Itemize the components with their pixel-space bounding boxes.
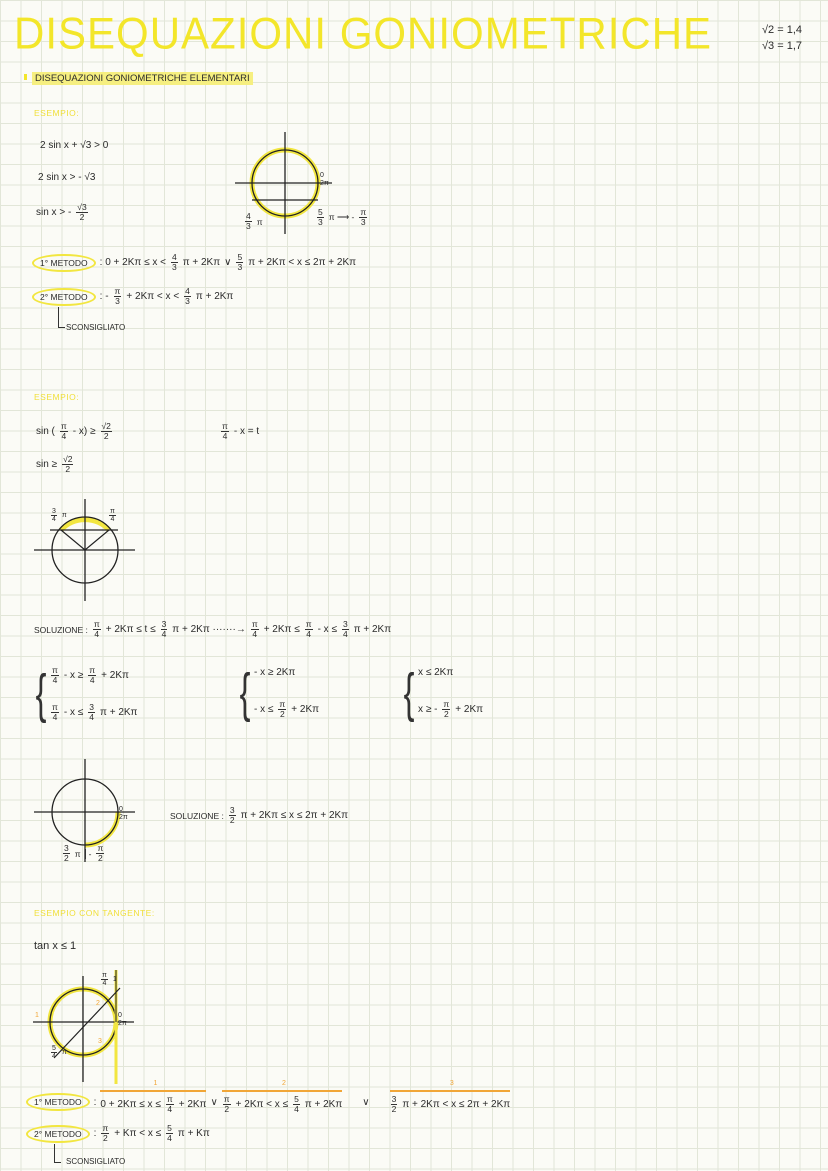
system-2: { - x ≥ 2Kπ - x ≤ $\frac{\pi}{2}$ + 2Kπ [239,663,320,723]
fraction: $\frac{5}{3}$ [237,252,243,272]
solution-label: SOLUZIONE : [34,624,88,635]
constants [762,22,802,54]
math-text: : 0 + 2Kπ ≤ x < [99,257,166,268]
math-text: π + 2Kπ ≤ x ≤ 2π + 2Kπ [240,810,349,821]
fraction: $\frac{3}{2}$ [229,805,235,825]
fraction: $\frac{3}{4}$ [89,702,95,722]
math-text: π + 2Kπ [195,291,234,302]
method-2-label: 2° METODO [32,288,96,306]
system-1: { $\frac{\pi}{4}$ - x ≥ $\frac{\pi}{4}$ + 2Kπ $\frac{\pi}{4}$ - x ≤ $\frac{3}{4}$ π + 2Kπ [35,664,138,724]
angle-label-pi-4: $\frac{\pi}{4}$ 1 [102,972,117,987]
math-text: : [93,1128,97,1139]
fraction: $\frac{\pi}{4}$ [93,619,100,639]
fraction: $\frac{\pi}{4}$ [60,421,67,441]
fraction: $\frac{\pi}{4}$ [222,421,228,441]
fraction: $\frac{\pi}{2}$ [102,1123,109,1143]
math-text: x ≥ - [418,704,438,715]
page-title: DISEQUAZIONI GONIOMETRICHE [14,8,713,59]
angle-label-pi-4: $\frac{\pi}{4}$ [110,508,115,523]
fraction: $\frac{5}{4}$ [167,1123,172,1143]
math-text: + 2Kπ [178,1099,207,1110]
math-text: sin ≥ [36,459,58,470]
arrow-connector [54,1144,61,1163]
math-text: - x ≤ [254,704,274,715]
method-1-line: 1° METODO : 1 0 + 2Kπ ≤ x ≤ $\frac{\pi}{4}$ + 2Kπ ∨ 2 $\frac{\pi}{2}$ + 2Kπ < x ≤ $\frac{5}{4}$ π + 2Kπ ∨ 3 $\frac{3}{2}$ π + 2Kπ < x ≤ 2π + 2Kπ [26,1090,510,1114]
interval-1: 1 0 + 2Kπ ≤ x ≤ $\frac{\pi}{4}$ + 2Kπ [100,1080,207,1114]
solution-line: SOLUZIONE : $\frac{3}{2}$ π + 2Kπ ≤ x ≤ 2π + 2Kπ [170,805,349,825]
arc-label-3: 3 [98,1038,102,1045]
example-label: ESEMPIO CON TANGENTE: [34,908,155,918]
math-line [36,203,89,222]
math-text: - x) ≥ [72,426,96,437]
method-1-line [32,253,356,272]
math-text: π + 2Kπ < x ≤ 2π + 2Kπ [402,1099,511,1110]
fraction: $\frac{√3}{2}$ [77,202,87,222]
math-text: π + 2Kπ [182,257,221,268]
fraction: $\frac{\pi}{4}$ [52,702,58,722]
method-2-label: 2° METODO [26,1125,90,1143]
fraction: $\frac{\pi}{4}$ [52,665,58,685]
math-line [40,140,108,151]
math-text: : - [99,291,109,302]
angle-label-5-4-pi: $\frac{5}{4}$ π [52,1045,67,1060]
math-text: ∨ [224,257,232,268]
fraction: $\frac{5}{4}$ [294,1094,299,1114]
fraction: $\frac{3}{4}$ [342,619,348,639]
fraction: $\frac{\pi}{4}$ [251,619,258,639]
interval-3: 3 $\frac{3}{2}$ π + 2Kπ < x ≤ 2π + 2Kπ [391,1080,511,1114]
fraction: $\frac{4}{3}$ [185,286,190,306]
math-text: - x = t [233,426,260,437]
angle-label-zero: 0 2π [118,1012,127,1027]
math-text: - x ≥ [63,670,84,681]
math-text: π + 2Kπ [100,707,138,718]
math-text: π + 2Kπ ·······→ [172,624,246,635]
math-text: sin x > - [36,207,72,218]
fraction: $\frac{\pi}{2}$ [279,699,286,719]
sqrt3-value: √3 = 1,7 [762,40,802,52]
angle-label-4-3-pi: $\frac{4}{3}$ π [246,211,263,231]
angle-label-zero: 0 2π [119,806,128,821]
math-line [38,172,95,183]
unit-circle-diagram [30,495,140,605]
math-text: + 2Kπ ≤ t ≤ [105,624,156,635]
math-text: + 2Kπ < x < [126,291,180,302]
fraction: $\frac{\pi}{4}$ [166,1094,173,1114]
method-2-line [26,1124,210,1143]
arc-label-2: 2 [96,1000,100,1007]
interval-2: 2 $\frac{\pi}{2}$ + 2Kπ < x ≤ $\frac{5}{4}$ π + 2Kπ [223,1080,343,1114]
note-discouraged: SCONSIGLIATO [66,1157,126,1166]
fraction: $\frac{4}{3}$ [171,252,177,272]
math-line [36,455,74,474]
math-text: π + Kπ [177,1128,210,1139]
system-3: { x ≤ 2Kπ x ≥ - $\frac{\pi}{2}$ + 2Kπ [403,663,484,723]
angle-label-zero: 0 2π [320,172,329,187]
math-text: - x ≤ [63,707,84,718]
math-line [34,940,76,952]
math-text: + 2Kπ ≤ [263,624,300,635]
math-text: 0 + 2Kπ ≤ x ≤ [100,1099,161,1110]
math-text: 2 sin x > - √3 [38,172,96,183]
math-text: π + 2Kπ [353,624,392,635]
fraction: $\frac{3}{4}$ [161,619,167,639]
math-text: + 2Kπ [455,704,484,715]
fraction: $\frac{√2}{2}$ [63,454,73,474]
substitution [220,422,259,441]
arc-label-1: 1 [35,1012,39,1019]
method-2-line [32,287,233,306]
math-text: sin ( [36,426,55,437]
section-heading: DISEQUAZIONI GONIOMETRICHE ELEMENTARI [32,72,253,85]
fraction: $\frac{\pi}{4}$ [89,665,96,685]
math-text: - x ≥ 2Kπ [254,667,296,678]
bullet-icon [24,74,27,80]
math-text: + 2Kπ [291,704,320,715]
method-1-label: 1° METODO [32,254,96,272]
math-text: x ≤ 2Kπ [418,667,454,678]
math-text: 2 sin x + √3 > 0 [40,140,109,151]
math-text: π + 2Kπ < x ≤ 2π + 2Kπ [248,257,357,268]
math-text: + 2Kπ < x ≤ [235,1099,289,1110]
arrow-connector [58,307,65,328]
math-line [36,422,113,441]
angle-label-5-3-pi: $\frac{5}{3}$ π ⟶ - $\frac{\pi}{3}$ [318,207,367,227]
math-text: + Kπ < x ≤ [114,1128,162,1139]
angle-label-3-2-pi: $\frac{3}{2}$ π - $\frac{\pi}{2}$ [64,843,104,863]
note-discouraged: SCONSIGLIATO [66,323,126,332]
sqrt2-value: √2 = 1,4 [762,24,802,36]
fraction: $\frac{3}{2}$ [391,1094,397,1114]
math-text: + 2Kπ [101,670,129,681]
fraction: $\frac{\pi}{2}$ [443,699,450,719]
fraction: $\frac{√2}{2}$ [101,421,111,441]
fraction: $\frac{\pi}{4}$ [305,619,312,639]
angle-label-3-4-pi: $\frac{3}{4}$ π [52,508,67,523]
math-text: π + 2Kπ [304,1099,343,1110]
solution-line [34,620,391,639]
example-label: ESEMPIO: [34,392,80,402]
math-text: tan x ≤ 1 [34,940,77,952]
example-label: ESEMPIO: [34,108,80,118]
fraction: $\frac{\pi}{3}$ [114,286,121,306]
fraction: $\frac{\pi}{2}$ [223,1094,230,1114]
method-1-label: 1° METODO [26,1093,90,1111]
math-text: - x ≤ [317,624,337,635]
